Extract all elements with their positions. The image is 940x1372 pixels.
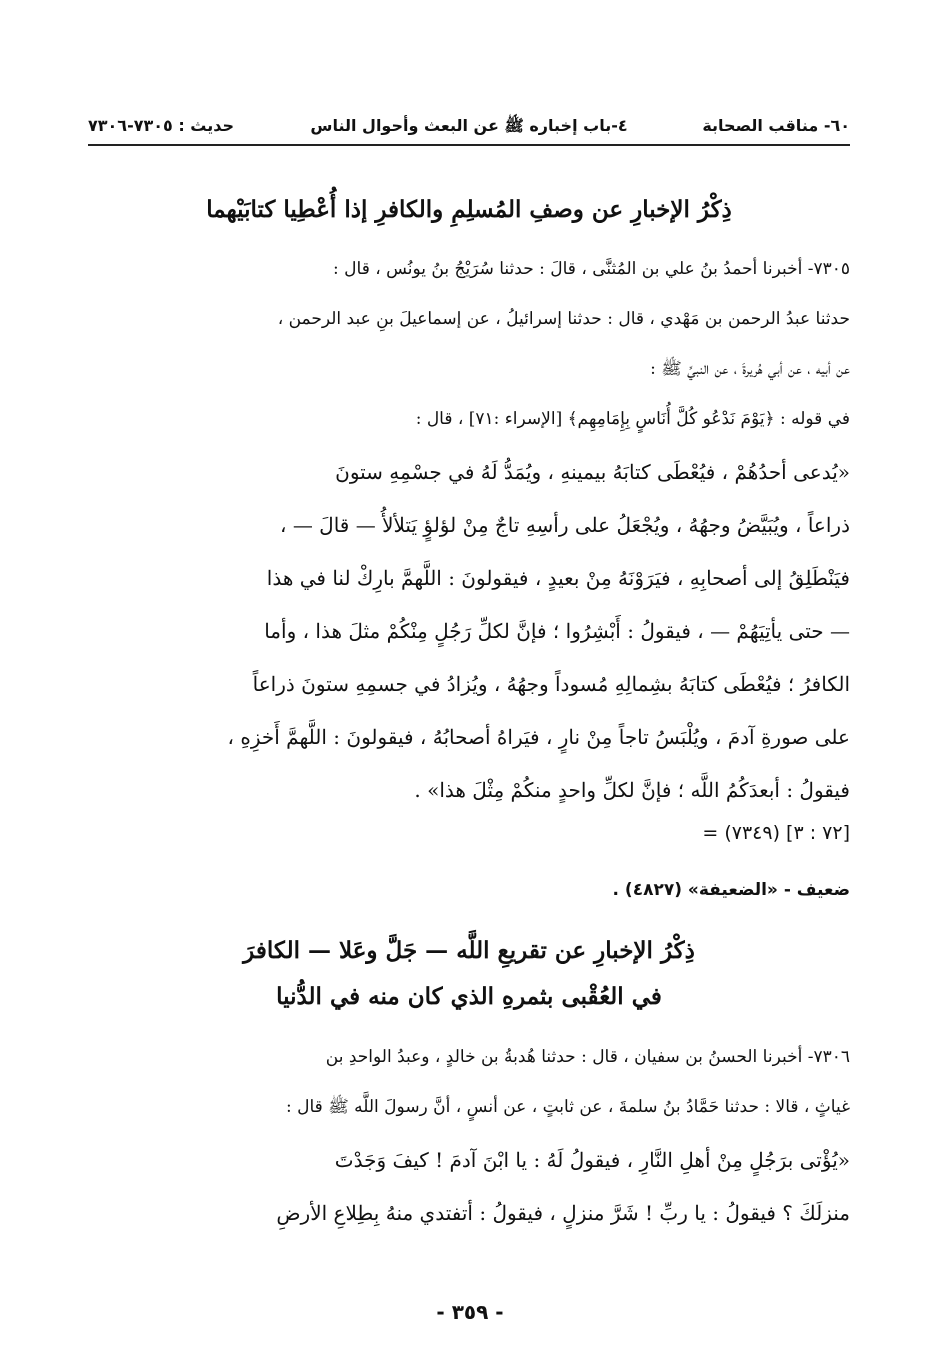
matn-line: «يُدعى أحدُهُمْ ، فيُعْطَى كتابَهُ بيمينهِ ، ويُمَدُّ لَهُ في جسْمِهِ ستونَ — [335, 460, 850, 484]
hadith-7305-matn — [88, 446, 850, 817]
header-chapter: ٦٠- مناقب الصحابة — [702, 116, 850, 135]
hadith-grade: ضعيف - «الضعيفة» (٤٨٢٧) . — [612, 880, 850, 900]
header-hadith-range: حديث : ٧٣٠٥-٧٣٠٦ — [88, 116, 235, 135]
hadith-7305-isnad — [88, 244, 850, 444]
heading-line: في العُقْبى بثمرهِ الذي كان منه في الدُّنيا — [276, 983, 662, 1010]
page-number: - ٣٥٩ - — [436, 1300, 504, 1324]
hadith-7306-isnad — [88, 1032, 850, 1132]
isnad-line: عن أبيه ، عن أبي هُريرةَ ، عن النبيِّ ﷺ : — [650, 359, 850, 379]
hadith-7306-matn — [88, 1134, 850, 1240]
matn-line: فيقولُ : أبعدَكُمُ اللَّه ؛ فإنَّ لكلِّ واحدٍ منكُمْ مِثْلَ هذا» . — [414, 778, 850, 802]
matn-line: ذراعاً ، ويُبَيَّضُ وجهُهُ ، ويُجْعَلُ على رأسِهِ تاجٌ مِنْ لؤلؤٍ يَتلألأُ — قالَ — ، — [280, 513, 850, 537]
section-heading-1: ذِكْرُ الإخبارِ عن وصفِ المُسلِمِ والكافرِ إذا أُعْطِيا كتابَيْهما — [206, 196, 732, 223]
matn-line: على صورةِ آدمَ ، ويُلْبَسُ تاجاً مِنْ نارٍ ، فيَراهُ أصحابُهُ ، فيقولونَ : اللَّهمَّ أَخزِهِ ، — [227, 725, 850, 749]
matn-line: — حتى يأتِيَهُمْ — ، فيقولُ : أَبْشِرُوا ؛ فإنَّ لكلِّ رَجُلٍ مِنْكُمْ مثلَ هذا ، وأما — [264, 619, 850, 643]
isnad-line: ٧٣٠٦- أخبرنا الحسنُ بن سفيان ، قال : حدثنا هُدبةُ بن خالدٍ ، وعبدُ الواحدِ بن — [325, 1047, 850, 1067]
cross-reference: = (٧٣٤٩) [٧٢ : ٣] — [702, 822, 850, 844]
matn-line: الكافرُ ؛ فيُعْطَى كتابَهُ بشِمالِهِ مُسوداً وجهُهُ ، ويُزادُ في جسمِهِ ستونَ ذراعاً — [252, 672, 850, 696]
isnad-line: ٧٣٠٥- أخبرنا أحمدُ بنُ علي بن المُثنَّى ، قالَ : حدثنا سُرَيْجُ بنُ يونُس ، قال : — [333, 259, 850, 279]
header-section: ٤-باب إخباره ﷺ عن البعث وأحوال الناس — [310, 116, 628, 135]
matn-line: «يُؤْتى برَجُلٍ مِنْ أهلِ النَّارِ ، فيقولُ لَهُ : يا ابْنَ آدمَ ! كيفَ وَجَدْتَ — [334, 1148, 850, 1172]
running-header — [88, 112, 850, 142]
matn-line: منزلَكَ ؟ فيقولُ : يا ربِّ ! شَرَّ منزلٍ ، فيقولُ : أتفتدي منهُ بِطِلاعِ الأرضِ — [276, 1201, 850, 1225]
header-rule — [88, 144, 850, 146]
isnad-line: حدثنا عبدُ الرحمن بن مَهْدي ، قال : حدثنا إسرائيلُ ، عن إسماعيلَ بنِ عبد الرحمن ، — [277, 309, 850, 329]
quran-citation-line: في قوله : ﴿يَوْمَ نَدْعُو كُلَّ أُنَاسٍ بِإِمَامِهِم﴾ [الإسراء :٧١] ، قال : — [415, 409, 850, 429]
isnad-line: غياثٍ ، قالا : حدثنا حَمَّادُ بنُ سلمةَ ، عن ثابتٍ ، عن أنسٍ ، أنَّ رسولَ اللَّه ﷺ قال : — [286, 1097, 850, 1117]
matn-line: فيَنْطَلِقُ إلى أصحابِهِ ، فيَرَوْنَهُ مِنْ بعيدٍ ، فيقولونَ : اللَّهمَّ بارِكْ لنا في هذا — [266, 566, 850, 590]
heading-line: ذِكْرُ الإخبارِ عن تقريعِ اللَّه — جَلَّ وعَلا — الكافرَ — [243, 937, 695, 964]
section-heading-2 — [88, 928, 850, 1020]
